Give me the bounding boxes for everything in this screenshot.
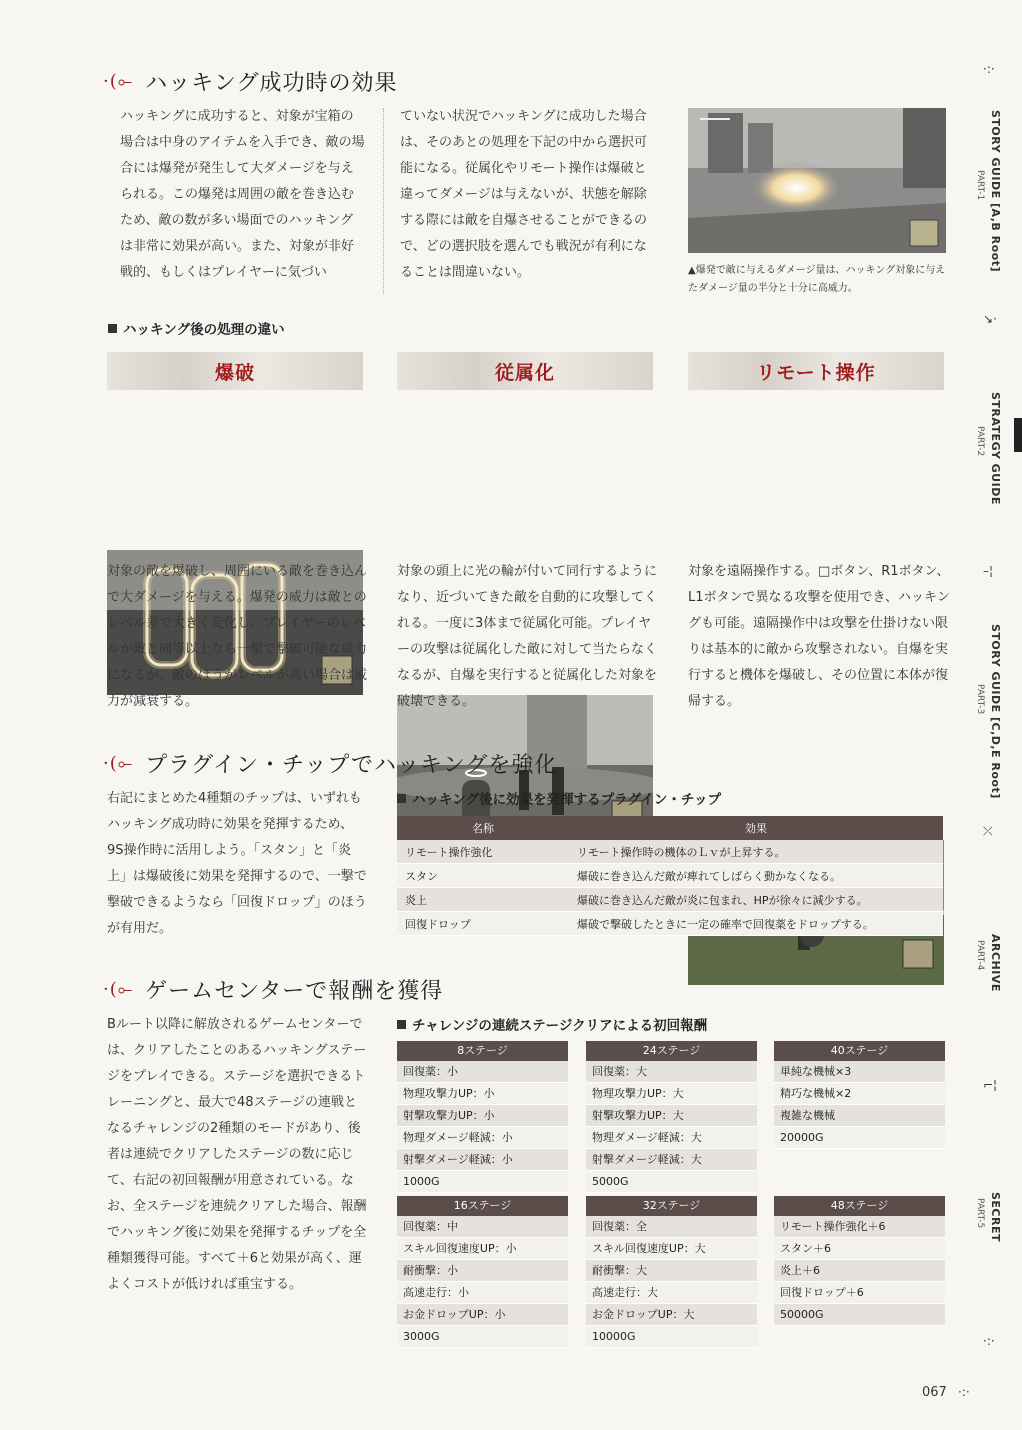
table-row: スタン 爆破に巻き込んだ敵が痺れてしばらく動かなくなる。	[397, 864, 943, 888]
page-number: 067	[922, 1385, 947, 1400]
divider-glyph-icon: ↘·	[983, 312, 997, 326]
reward-box-48: 48ステージ リモート操作強化＋6 スタン＋6 炎上＋6 回復ドロップ＋6 50000G	[774, 1196, 945, 1326]
section3-heading: ·(⟜ ゲームセンターで報酬を獲得	[103, 979, 444, 1004]
divider-glyph-icon: ⤫	[983, 824, 993, 838]
heading-ornament-icon: ·(⟜	[103, 979, 134, 1000]
active-tab-marker	[1014, 418, 1022, 452]
remote-text: 対象を遠隔操作する。□ボタン、R1ボタン、L1ボタンで異なる攻撃を使用でき、ハッキングも可能。遠隔操作中は攻撃を仕掛けない限りは基本的に敵から攻撃されない。自爆を実行すると機体を爆破し、その位置に本体が復帰する。	[688, 564, 950, 709]
sidebar-tab-strategy[interactable]: STRATEGY GUIDE PART-2	[975, 392, 1002, 505]
sidebar-tab-archive[interactable]: ARCHIVE PART-4	[975, 934, 1002, 992]
screenshot-caption: ▲爆発で敵に与えるダメージ量は、ハッキング対象に与えたダメージ量の半分と十分に高威力。	[688, 265, 946, 294]
col-name-header: 名称	[397, 816, 569, 840]
reward-box-16: 16ステージ 回復薬：中 スキル回復速度UP：小 耐衝撃：小 高速走行：小 お金ドロップUP：小 3000G	[397, 1196, 568, 1348]
col-effect-header: 効果	[569, 816, 943, 840]
table-row: リモート操作強化 リモート操作時の機体のＬｖが上昇する。	[397, 840, 943, 864]
plugin-chip-table	[397, 816, 943, 936]
banner-remote: リモート操作	[688, 352, 944, 390]
dots-icon: ·:·	[983, 62, 995, 76]
heading-ornament-icon: ·(⟜	[103, 71, 134, 92]
explosion-screenshot	[688, 108, 946, 253]
section1-col2: ていない状況でハッキングに成功した場合は、そのあとの処理を下記の中から選択可能になる。従属化やリモート操作は爆破と違ってダメージは与えないが、状態を解除する際には敵を自爆させることができるので、どの選択肢を選んでも戦況が有利になることは間違いない。	[400, 109, 648, 280]
table-row: 回復ドロップ 爆破で撃破したときに一定の確率で回復薬をドロップする。	[397, 912, 943, 936]
sidebar-tab-secret[interactable]: SECRET PART-5	[975, 1192, 1002, 1242]
table-row: 炎上 爆破に巻き込んだ敵が炎に包まれ、HPが徐々に減少する。	[397, 888, 943, 912]
sidebar-tab-story-cde[interactable]: STORY GUIDE [C,D,E Root] PART-3	[975, 624, 1002, 799]
reward-box-32: 32ステージ 回復薬：全 スキル回復速度UP：大 耐衝撃：大 高速走行：大 お金ドロップUP：大 10000G	[586, 1196, 757, 1348]
divider-glyph-icon: –¦	[983, 564, 994, 578]
heading-ornament-icon: ·(⟜	[103, 753, 134, 774]
reward-box-24: 24ステージ 回復薬：大 物理攻撃力UP：大 射撃攻撃力UP：大 物理ダメージ軽減：大 射撃ダメージ軽減：大 5000G	[586, 1041, 757, 1193]
section1-col1: ハッキングに成功すると、対象が宝箱の場合は中身のアイテムを入手でき、敵の場合には爆発が発生して大ダメージを与えられる。この爆発は周囲の敵を巻き込むため、敵の数が多い場面でのハッキングは非常に効果が高い。また、対象が非好戦的、もしくはプレイヤーに気づい	[120, 109, 365, 280]
banner-explode: 爆破	[107, 352, 363, 390]
section2-body: 右記にまとめた4種類のチップは、いずれもハッキング成功時に効果を発揮するため、9S操作時に活用しよう。「スタン」と「炎上」は爆破後に効果を発揮するので、一撃で撃破できるようなら「回復ドロップ」のほうが有用だ。	[107, 791, 367, 936]
reward-box-8: 8ステージ 回復薬：小 物理攻撃力UP：小 射撃攻撃力UP：小 物理ダメージ軽減：小 射撃ダメージ軽減：小 1000G	[397, 1041, 568, 1193]
dots-icon: ·:·	[983, 1334, 995, 1348]
divider-glyph-icon: ⌐¦	[983, 1078, 998, 1092]
sidebar-tab-story-ab[interactable]: STORY GUIDE [A,B Root] PART-1	[975, 110, 1002, 272]
section2-heading: ·(⟜ プラグイン・チップでハッキングを強化	[103, 753, 558, 778]
process-title: ハッキング後の処理の違い	[108, 318, 285, 338]
section1-heading: ·(⟜ ハッキング成功時の効果	[103, 71, 398, 96]
rewards-title: チャレンジの連続ステージクリアによる初回報酬	[397, 1014, 707, 1034]
reward-box-40: 40ステージ 単純な機械×3 精巧な機械×2 複雑な機械 20000G	[774, 1041, 945, 1149]
plugin-table-title: ハッキング後に効果を発揮するプラグイン・チップ	[397, 788, 721, 808]
subjugate-text: 対象の頭上に光の輪が付いて同行するようになり、近づいてきた敵を自動的に攻撃してくれる。一度に3体まで従属化可能。プレイヤーの攻撃は従属化した敵に対して当たらなくなるが、自爆を実行すると従属化した対象を破壊できる。	[397, 564, 658, 709]
explode-text: 対象の敵を爆破し、周囲にいる敵を巻き込んで大ダメージを与える。爆発の威力は敵とのレベル差で大きく変化し、プレイヤーのレベルが敵と同等以上なら一撃で撃破可能な威力になるが、敵のほうがレベルが高い場合は威力が減衰する。	[107, 564, 368, 709]
dots-icon: ·:·	[958, 1385, 970, 1399]
banner-subjugate: 従属化	[397, 352, 653, 390]
section3-body: Bルート以降に解放されるゲームセンターでは、クリアしたことのあるハッキングステージをプレイできる。ステージを選択できるトレーニングと、最大で48ステージの連戦となるチャレンジの2種類のモードがあり、後者は連続でクリアしたステージの数に応じて、右記の初回報酬が用意されている。なお、全ステージを連続クリアした場合、報酬でハッキング後に効果を発揮するチップを全種類獲得可能。すべて＋6と効果が高く、運よくコストが低ければ重宝する。	[107, 1017, 367, 1292]
